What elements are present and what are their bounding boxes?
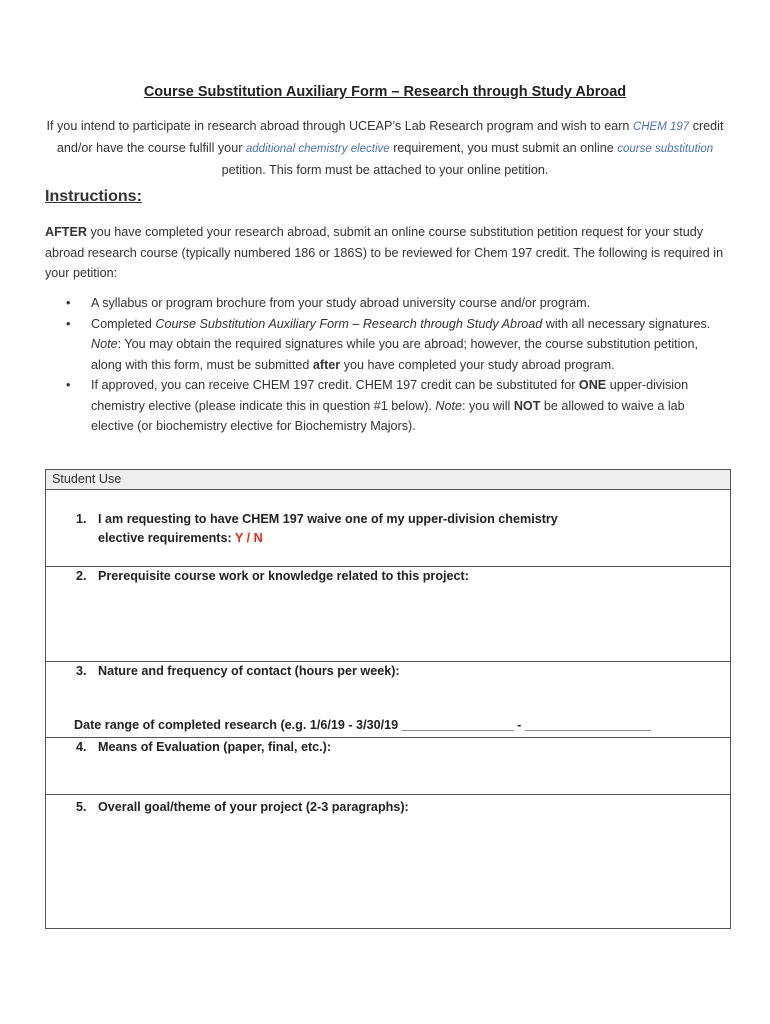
question-2 [76, 567, 469, 586]
chemistry-elective-link[interactable]: additional chemistry elective [245, 143, 390, 155]
note-label: Note [435, 398, 463, 413]
instructions-text: you have completed your research abroad, submit an online course substitution petition request for your study abroad research course (typically numbered 186 or 186S) to be reviewed for Chem 197 credit. The following is required in your petition: [45, 225, 724, 280]
chem197-link[interactable]: CHEM 197 [632, 121, 690, 133]
question-3 [76, 662, 400, 681]
intro-part2: credit and/or have the course fulfill your [56, 119, 724, 155]
question-number: 2. [76, 569, 87, 583]
question-1 [76, 510, 596, 548]
question-number: 1. [76, 512, 87, 526]
bullet-text: If approved, you can receive CHEM 197 credit. CHEM 197 credit can be substituted for [91, 378, 576, 392]
list-item [66, 293, 728, 314]
question-1-text: I am requesting to have CHEM 197 waive one of my upper-division chemistry elective requirements: [98, 512, 558, 545]
intro-part1: If you intend to participate in research abroad through UCEAP’s Lab Research program and wish to earn [46, 119, 630, 133]
bullet-text: A syllabus or program brochure from your study abroad university course and/or program. [91, 296, 591, 310]
bullet-text: upper-division chemistry elective (please indicate this in question #1 below). [91, 378, 689, 413]
requirements-list [66, 293, 728, 437]
instructions-paragraph [45, 222, 725, 284]
after-emphasis: AFTER [45, 225, 87, 239]
date-range-line[interactable]: Date range of completed research (e.g. 1/6/19 - 3/30/19 ________________ - __________________ [74, 718, 651, 732]
student-use-header: Student Use [45, 469, 731, 490]
form-title: Course Substitution Auxiliary Form – Research through Study Abroad [143, 84, 627, 100]
bullet-text: : You may obtain the required signatures while you are abroad; however, the course substitution petition, along with this form, must be submitted [91, 337, 698, 372]
bullet-icon: • [66, 378, 71, 392]
bullet-text: you have completed your study abroad program. [343, 357, 615, 372]
bullet-text: with all necessary signatures. [545, 316, 711, 331]
question-4-box[interactable] [45, 738, 731, 795]
question-2-box[interactable] [45, 567, 731, 662]
question-4 [76, 738, 331, 757]
note-label: Note [91, 337, 118, 351]
bullet-text: : you will [462, 398, 511, 413]
question-number: 5. [76, 800, 87, 814]
yes-no-choice[interactable]: Y / N [234, 531, 263, 545]
intro-part3: requirement, you must submit an online [393, 141, 614, 155]
intro-part4: petition. This form must be attached to your online petition. [221, 163, 549, 177]
question-3-box[interactable] [45, 662, 731, 738]
question-5 [76, 798, 409, 817]
question-number: 4. [76, 740, 87, 754]
bullet-text: Completed [91, 316, 152, 331]
intro-paragraph [40, 116, 730, 181]
not-bold: NOT [513, 398, 541, 413]
question-5-text: Overall goal/theme of your project (2-3 paragraphs): [98, 800, 409, 814]
question-1-content [98, 510, 596, 548]
question-5-box[interactable] [45, 795, 731, 929]
course-substitution-link[interactable]: course substitution [617, 143, 714, 155]
question-3-text: Nature and frequency of contact (hours per week): [98, 664, 400, 678]
one-bold: ONE [578, 378, 607, 392]
question-4-text: Means of Evaluation (paper, final, etc.): [98, 740, 332, 754]
list-item [66, 314, 728, 376]
instructions-heading: Instructions: [45, 188, 142, 205]
bullet-icon: • [66, 316, 71, 331]
bullet-text: be allowed to waive a lab elective (or biochemistry elective for Biochemistry Majors). [91, 398, 685, 433]
question-2-text: Prerequisite course work or knowledge related to this project: [98, 569, 469, 583]
bullet-icon: • [66, 296, 71, 310]
question-number: 3. [76, 664, 87, 678]
list-item [66, 375, 728, 437]
form-name-italic: Course Substitution Auxiliary Form – Research through Study Abroad [155, 316, 543, 331]
after-bold: after [312, 357, 341, 372]
question-1-box[interactable] [45, 490, 731, 567]
